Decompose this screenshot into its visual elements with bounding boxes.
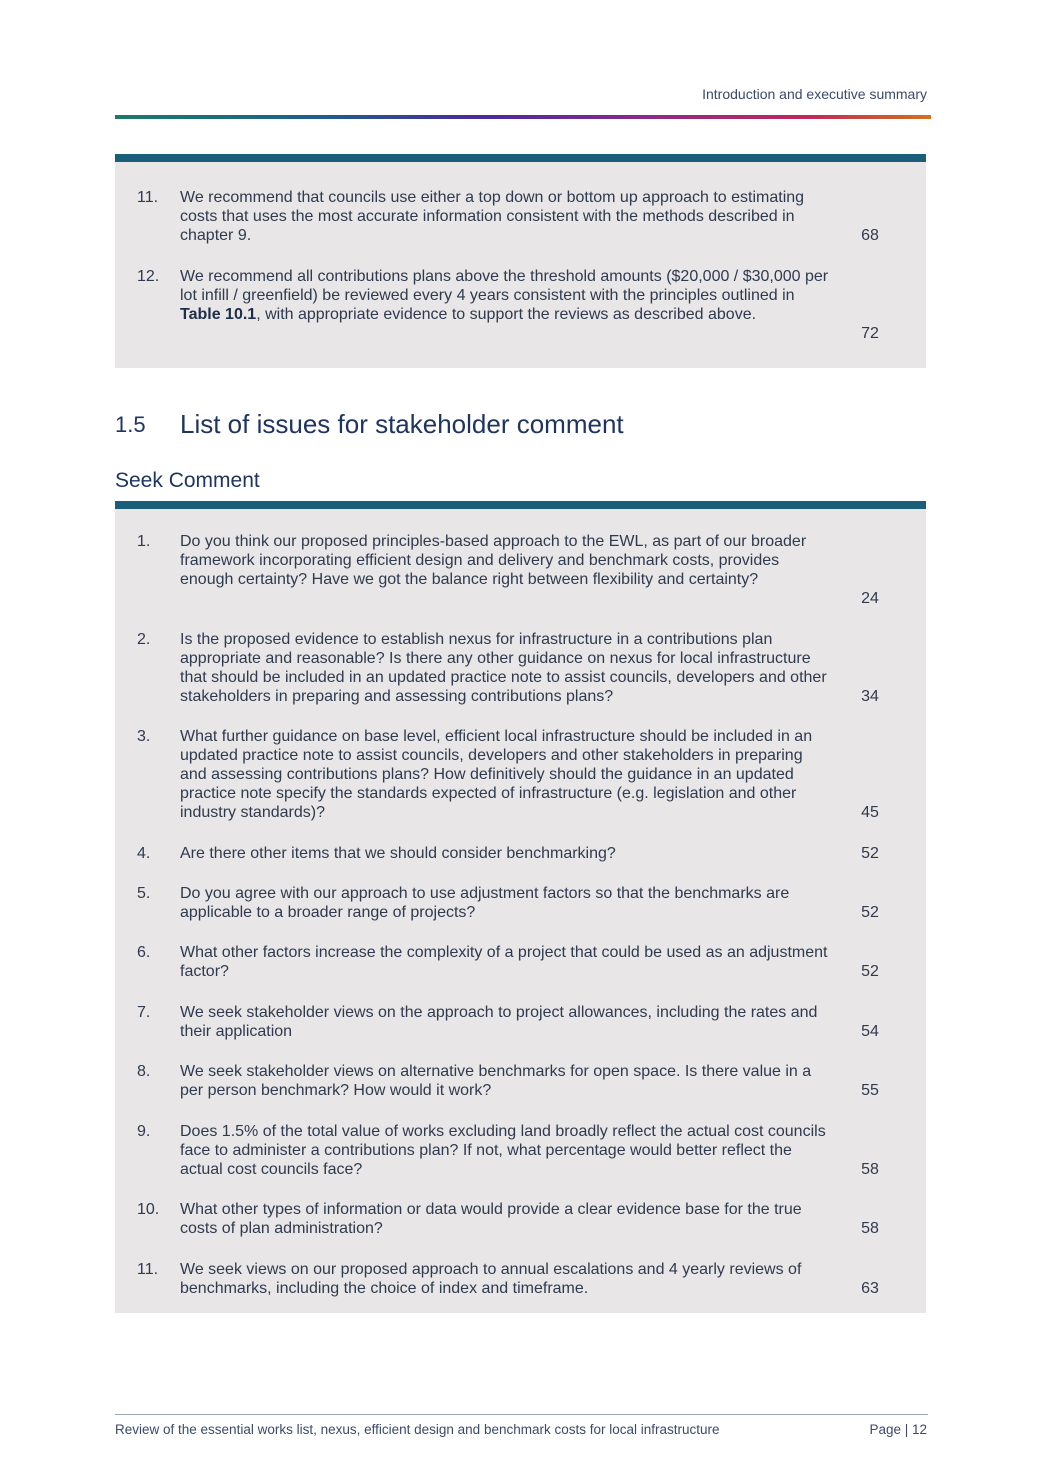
issue-page: 58 [861,1220,879,1237]
recommendations-box [115,154,926,368]
footer-title: Review of the essential works list, nexus, efficient design and benchmark costs for local infrastructure [115,1422,720,1437]
issue-number: 2. [137,631,151,648]
table-reference: Table 10.1 [180,306,257,323]
issue-page: 58 [861,1161,879,1178]
issue-number: 10. [137,1201,160,1218]
issue-text: We seek stakeholder views on the approach to project allowances, including the rates and their application [180,1004,818,1040]
issue-number: 4. [137,845,151,862]
issue-page: 52 [861,963,879,980]
recommendation-number: 11. [137,189,159,206]
running-header: Introduction and executive summary [702,86,927,102]
recommendation-row [115,188,926,245]
issue-text: Do you agree with our approach to use adjustment factors so that the benchmarks are applicable to a broader range of projects? [180,885,790,921]
issue-page: 52 [861,845,879,862]
issues-box [115,501,926,1313]
issue-row [115,532,926,608]
issue-text: We seek views on our proposed approach to annual escalations and 4 yearly reviews of benchmarks, including the choice of index and timeframe. [180,1261,802,1297]
issue-text: Do you think our proposed principles-based approach to the EWL, as part of our broader framework incorporating efficient design and delivery and benchmark costs, provides enough certainty? Have we got the balance right between flexibility and certainty? [180,533,807,588]
issue-row [115,1200,926,1238]
page-number: Page | 12 [869,1422,927,1437]
issue-page: 52 [861,904,879,921]
issue-page: 24 [861,590,879,607]
subheading: Seek Comment [115,469,260,492]
recommendation-page: 72 [861,325,879,342]
issue-text: What other factors increase the complexity of a project that could be used as an adjustment factor? [180,944,828,980]
issue-number: 8. [137,1063,151,1080]
issue-number: 6. [137,944,151,961]
issue-text: Does 1.5% of the total value of works excluding land broadly reflect the actual cost councils face to administer a contributions plan? If not, what percentage would better reflect the actual cost councils face? [180,1123,826,1178]
issue-row [115,1062,926,1100]
header-gradient-rule [115,115,931,119]
issue-number: 7. [137,1004,151,1021]
issue-page: 54 [861,1023,879,1040]
issue-text: What further guidance on base level, efficient local infrastructure should be included in an updated practice note to assist councils, developers and other stakeholders in preparing and assessing contributions plans? How definitively should the guidance in an updated practice note specify the standards expected of infrastructure (e.g. legislation and other industry standards)? [180,728,813,821]
issue-row [115,884,926,922]
recommendation-text: We recommend all contributions plans above the threshold amounts ($20,000 / $30,000 per lot infill / greenfield) be reviewed every 4 years consistent with the principles outlined in Table 10.1, with appropriate evidence to support the reviews as described above. [180,268,829,323]
issue-number: 5. [137,885,151,902]
issue-number: 9. [137,1123,151,1140]
issue-row [115,844,926,863]
footer-rule [115,1414,928,1415]
issue-page: 34 [861,688,879,705]
issue-page: 55 [861,1082,879,1099]
issue-page: 45 [861,804,879,821]
issue-text: Is the proposed evidence to establish nexus for infrastructure in a contributions plan appropriate and reasonable? Is there any other guidance on nexus for local infrastructure that should be included in an updated practice note to assist councils, developers and other stakeholders in preparing and assessing contributions plans? [180,631,827,705]
issue-page: 63 [861,1280,879,1297]
issue-row [115,1003,926,1041]
section-title: List of issues for stakeholder comment [180,409,624,439]
issue-row [115,1260,926,1298]
issue-row [115,943,926,981]
issue-text: Are there other items that we should consider benchmarking? [180,845,616,862]
section-number: 1.5 [115,412,146,437]
issue-number: 1. [137,533,151,550]
issue-row [115,630,926,706]
recommendation-text: We recommend that councils use either a top down or bottom up approach to estimating costs that uses the most accurate information consistent with the methods described in chapter 9. [180,189,805,244]
issue-text: What other types of information or data would provide a clear evidence base for the true costs of plan administration? [180,1201,802,1237]
recommendation-number: 12. [137,268,160,285]
recommendation-row [115,267,926,343]
issue-number: 3. [137,728,151,745]
issue-row [115,727,926,822]
recommendation-page: 68 [861,227,879,244]
issue-row [115,1122,926,1179]
issue-number: 11. [137,1261,159,1278]
issue-text: We seek stakeholder views on alternative benchmarks for open space. Is there value in a per person benchmark? How would it work? [180,1063,812,1099]
